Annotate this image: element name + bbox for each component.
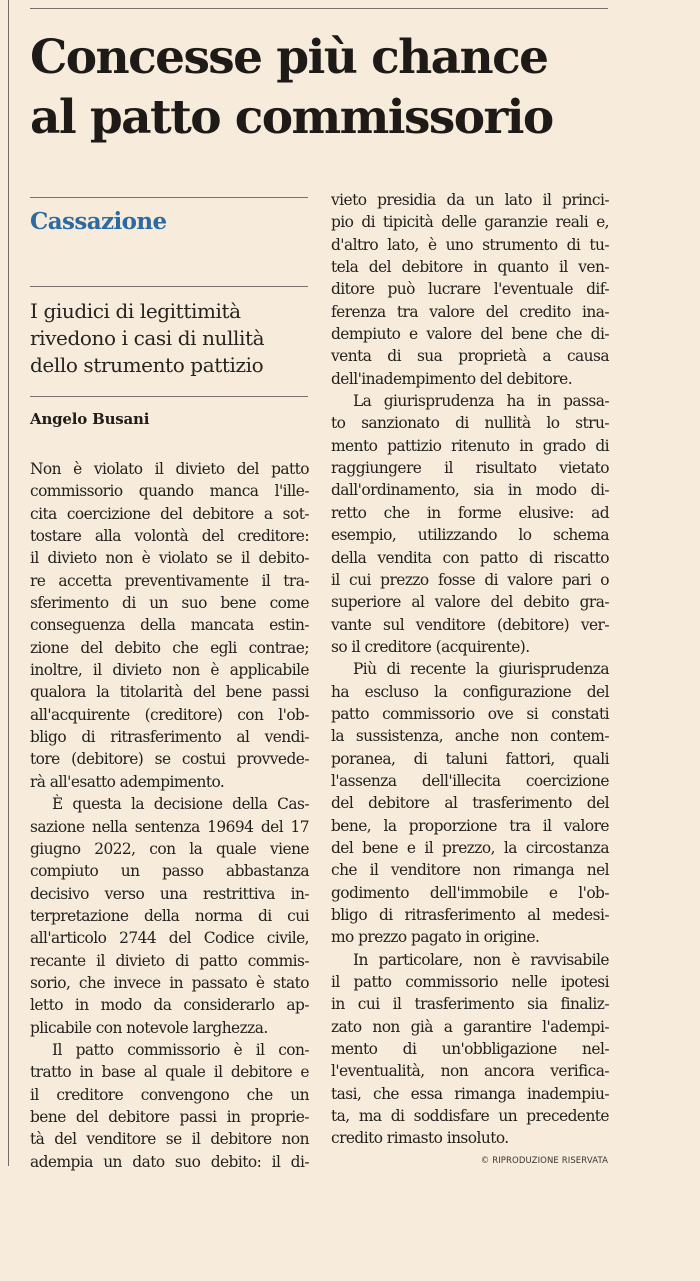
body-line: d'altro lato, è uno strumento di tu- — [331, 235, 609, 254]
body-line: ditore può lucrare l'eventuale dif- — [331, 280, 609, 299]
body-line: all'acquirente (creditore) con l'ob- — [30, 705, 309, 724]
headline-line-2: al patto commissorio — [30, 90, 553, 145]
body-line: ha escluso la configurazione del — [331, 682, 609, 701]
body-line: Il patto commissorio è il con- — [52, 1040, 309, 1059]
body-line: compiuto un passo abbastanza — [30, 862, 309, 881]
body-line: mento di un'obbligazione nel- — [331, 1040, 609, 1059]
headline — [30, 28, 630, 148]
body-line: dempiuto e valore del bene che di- — [331, 325, 609, 344]
body-line: il patto commissorio nelle ipotesi — [331, 973, 609, 992]
body-line: ferenza tra valore del credito ina- — [331, 302, 609, 321]
body-line: mento pattizio ritenuto in grado di — [331, 436, 609, 455]
body-line: bligo di ritrasferimento al vendi- — [30, 728, 309, 747]
body-line: il cui prezzo fosse di valore pari o — [331, 570, 609, 589]
body-line: commissorio quando manca l'ille- — [30, 482, 309, 501]
body-line: ta, ma di soddisfare un precedente — [331, 1107, 609, 1126]
body-line: letto in modo da considerarlo ap- — [30, 996, 309, 1015]
body-line: superiore al valore del debito gra- — [331, 593, 609, 612]
body-line: il divieto non è violato se il debito- — [30, 549, 309, 568]
body-line: dell'inadempimento del debitore. — [331, 369, 573, 388]
body-line: terpretazione della norma di cui — [30, 906, 309, 925]
body-line: cita coercizione del debitore a sot- — [30, 504, 309, 523]
body-line: In particolare, non è ravvisabile — [353, 950, 609, 969]
body-line: del bene e il prezzo, la circostanza — [331, 838, 609, 857]
body-line: l'assenza dell'illecita coercizione — [331, 771, 609, 790]
body-line: Non è violato il divieto del patto — [30, 460, 309, 478]
body-line: il creditore convengono che un — [30, 1085, 309, 1104]
body-line: raggiungere il risultato vietato — [331, 459, 609, 478]
body-line: adempia un dato suo debito: il di- — [30, 1152, 309, 1171]
body-line: patto commissorio ove si constati — [331, 704, 609, 723]
body-line: sazione nella sentenza 19694 del 17 — [30, 817, 309, 836]
subhead-line-3: dello strumento pattizio — [30, 353, 264, 377]
body-line: plicabile con notevole larghezza. — [30, 1018, 268, 1037]
body-line: poranea, di taluni fattori, quali — [331, 749, 609, 768]
body-line: l'eventualità, non ancora verifica- — [331, 1062, 609, 1081]
body-line: tela del debitore in quanto il ven- — [331, 258, 609, 277]
body-line: re accetta preventivamente il tra- — [30, 571, 309, 590]
subhead-top-rule — [30, 286, 308, 287]
body-line: Più di recente la giurisprudenza — [353, 660, 609, 679]
byline-top-rule — [30, 396, 308, 397]
body-line: rà all'esatto adempimento. — [30, 772, 225, 791]
body-line: decisivo verso una restrittiva in- — [30, 884, 309, 903]
body-line: tà del venditore se il debitore non — [30, 1130, 309, 1149]
body-line: all'articolo 2744 del Codice civile, — [30, 929, 309, 948]
body-line: zato non già a garantire l'adempi- — [331, 1017, 609, 1036]
body-line: della vendita con patto di riscatto — [331, 548, 609, 567]
body-line: tratto in base al quale il debitore e — [30, 1063, 309, 1082]
headline-line-1: Concesse più chance — [30, 30, 548, 85]
body-line: che il venditore non rimanga nel — [331, 861, 609, 880]
body-line: tore (debitore) se costui provvede- — [30, 750, 309, 769]
body-line: retto che in forme elusive: ad — [331, 503, 609, 522]
body-line: la sussistenza, anche non contem- — [331, 727, 609, 746]
body-line: mo prezzo pagato in origine. — [331, 928, 540, 947]
subheadline — [30, 298, 320, 379]
body-line: tasi, che essa rimanga inadempiu- — [331, 1084, 609, 1103]
body-line: sferimento di un suo bene come — [30, 594, 309, 613]
body-line: so il creditore (acquirente). — [331, 637, 530, 656]
body-line: credito rimasto insoluto. — [331, 1129, 509, 1148]
body-line: qualora la titolarità del bene passi — [30, 683, 309, 702]
article-column-left — [30, 458, 309, 1173]
body-line: tostare alla volontà del creditore: — [30, 527, 309, 546]
body-line: sorio, che invece in passato è stato — [30, 973, 309, 992]
body-line: del debitore al trasferimento del — [331, 794, 609, 813]
body-line: conseguenza della mancata estin- — [30, 616, 309, 635]
body-line: pio di tipicità delle garanzie reali e, — [331, 213, 609, 232]
body-line: to sanzionato di nullità lo stru- — [331, 414, 609, 433]
kicker-top-rule — [30, 197, 308, 198]
author-byline: Angelo Busani — [30, 410, 150, 428]
body-line: bene del debitore passi in proprie- — [30, 1107, 309, 1126]
body-line: vieto presidia da un lato il princi- — [331, 191, 609, 209]
body-line: giugno 2022, con la quale viene — [30, 839, 309, 858]
subhead-line-2: rivedono i casi di nullità — [30, 326, 265, 350]
body-line: bligo di ritrasferimento al medesi- — [331, 906, 609, 924]
body-line: È questa la decisione della Cas- — [52, 795, 309, 814]
body-line: recante il divieto di patto commis- — [30, 951, 309, 970]
body-line: inoltre, il divieto non è applicabile — [30, 661, 309, 680]
article-column-right — [331, 189, 609, 1150]
body-line: La giurisprudenza ha in passa- — [353, 392, 609, 411]
body-line: esempio, utilizzando lo schema — [331, 526, 609, 545]
body-line: bene, la proporzione tra il valore — [331, 816, 609, 835]
body-line: dall'ordinamento, sia in modo di- — [331, 481, 609, 500]
section-kicker: Cassazione — [30, 208, 167, 235]
copyright-notice: © RIPRODUZIONE RISERVATA — [480, 1156, 608, 1166]
body-line: venta di sua proprietà a causa — [331, 347, 609, 366]
body-line: zione del debito che egli contrae; — [30, 638, 309, 657]
body-line: vante sul venditore (debitore) ver- — [331, 615, 609, 634]
body-line: in cui il trasferimento sia finaliz- — [331, 995, 609, 1014]
body-line: godimento dell'immobile e l'ob- — [331, 883, 609, 902]
left-margin-rule — [8, 0, 9, 1166]
subhead-line-1: I giudici di legittimità — [30, 299, 241, 323]
top-rule — [30, 8, 608, 9]
